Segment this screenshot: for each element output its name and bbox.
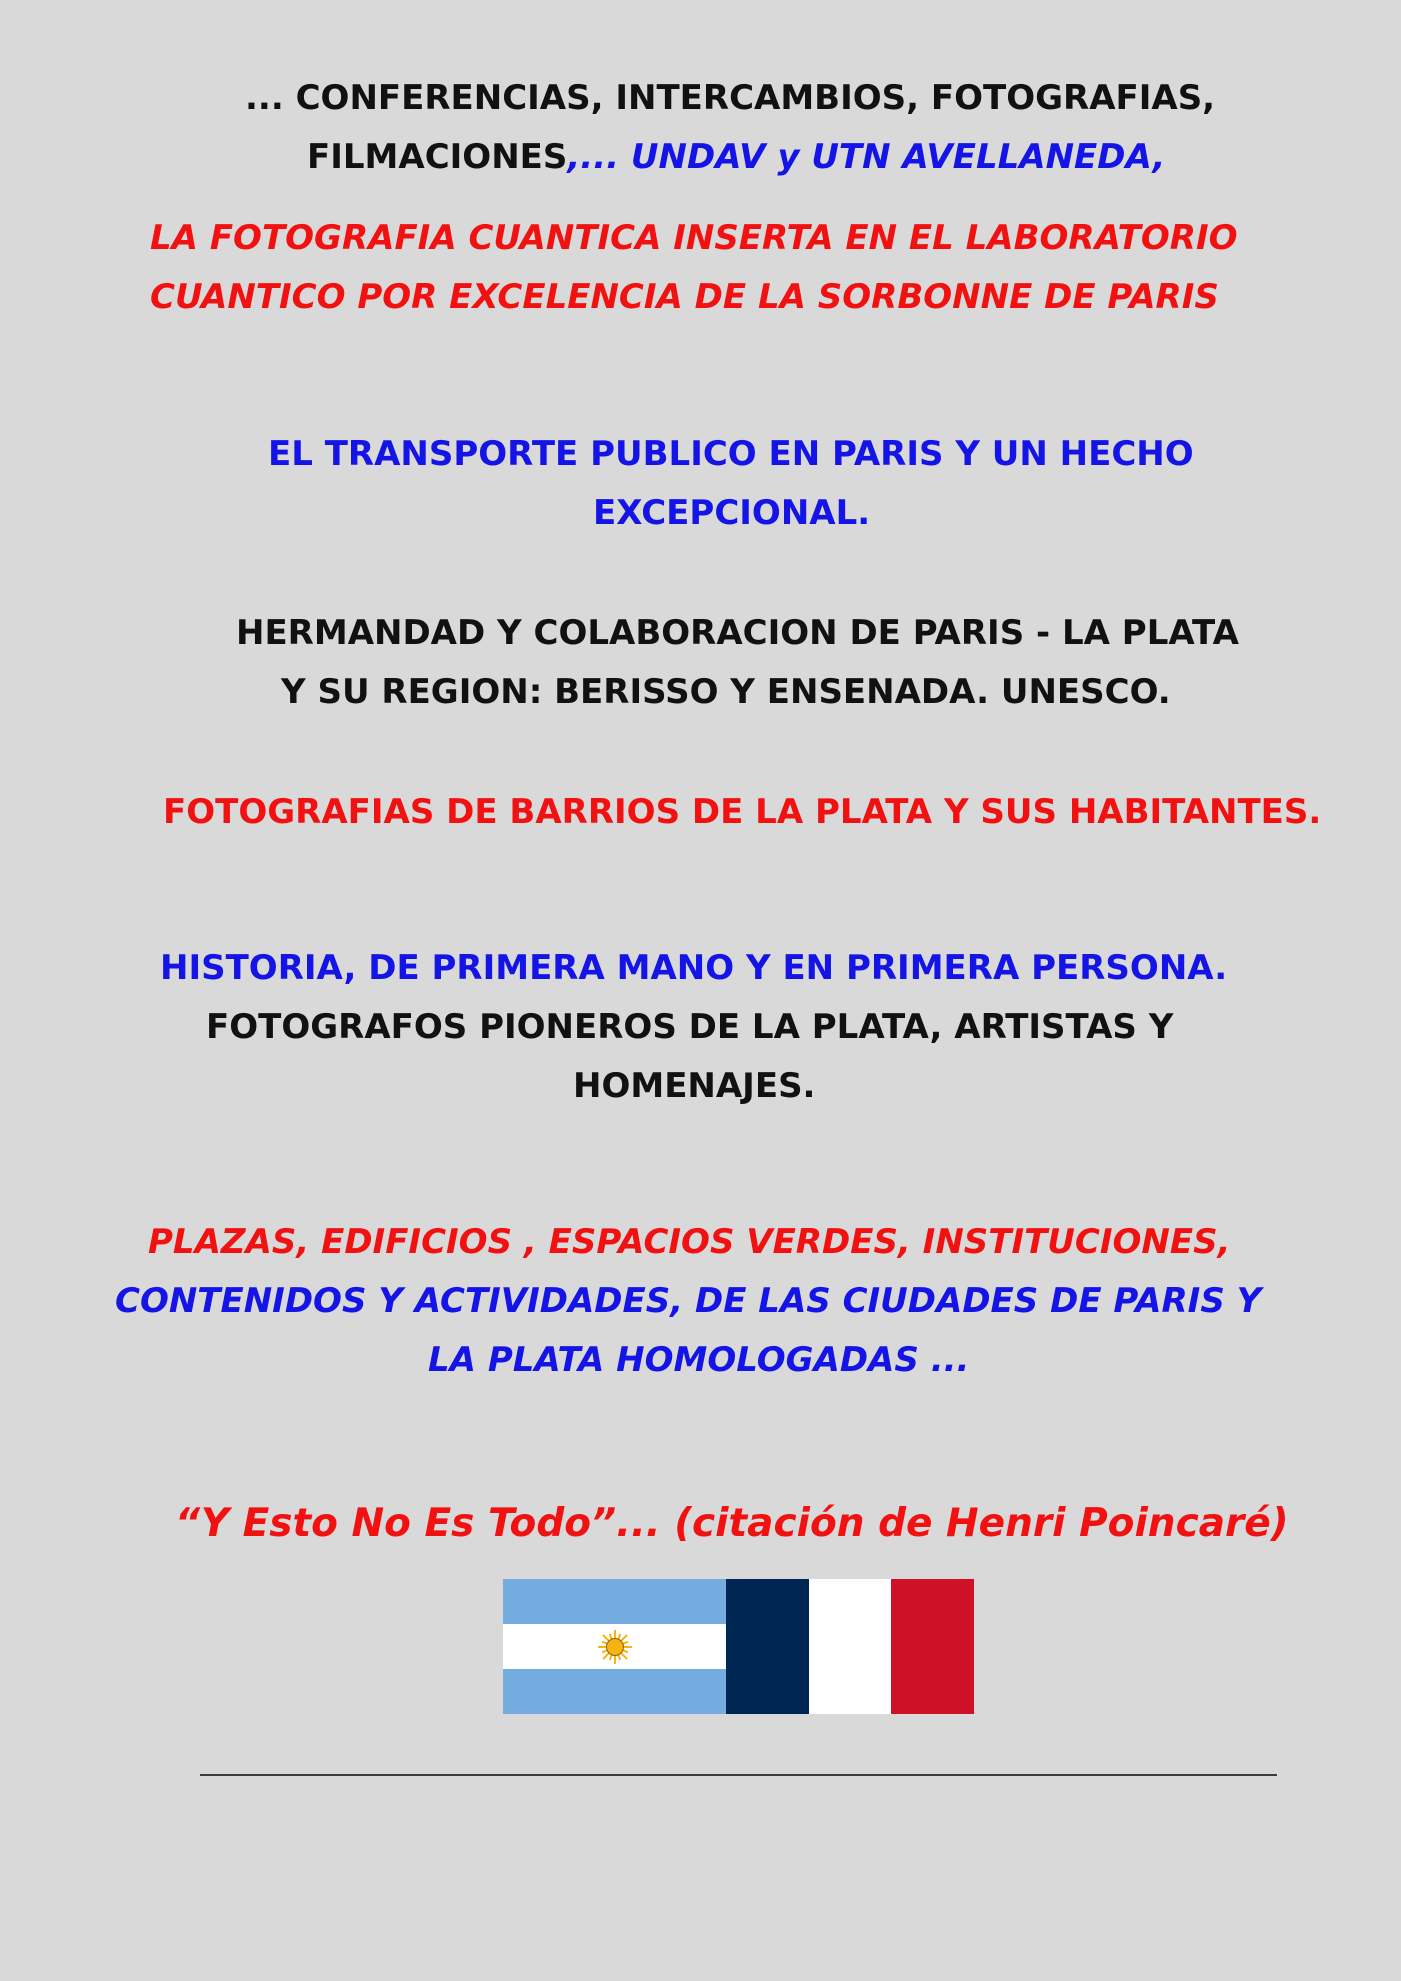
header-line-2 [307,137,1165,177]
poincare-quote: “Y Esto No Es Todo”... (citación de Henri Poincaré) [175,1501,1289,1546]
sun-core [606,1638,623,1655]
france-flag-white-band [809,1579,892,1714]
quantum-line-1: LA FOTOGRAFIA CUANTICA INSERTA EN EL LABORATORIO [150,218,1238,258]
argentina-flag-bottom-band [503,1669,726,1714]
header-filmaciones: FILMACIONES [307,137,568,177]
france-flag-icon [726,1579,974,1714]
header-line-1: ... CONFERENCIAS, INTERCAMBIOS, FOTOGRAFIAS, [245,78,1216,118]
france-flag-red-band [891,1579,974,1714]
neighborhoods-line-1: FOTOGRAFIAS DE BARRIOS DE LA PLATA Y SUS HABITANTES. [163,792,1322,832]
sun-ray [620,1652,626,1658]
horizontal-rule [200,1774,1277,1776]
history-line-3: HOMENAJES. [573,1066,816,1106]
brotherhood-line-1: HERMANDAD Y COLABORACION DE PARIS - LA PLATA [236,613,1239,653]
header-universities: ,... UNDAV y UTN AVELLANEDA, [567,137,1166,177]
transport-line-2: EXCEPCIONAL. [593,493,871,533]
places-line-2: CONTENIDOS Y ACTIVIDADES, DE LAS CIUDADES DE PARIS Y [115,1281,1262,1321]
places-line-3: LA PLATA HOMOLOGADAS ... [428,1340,970,1380]
sun-of-may-icon [595,1627,635,1667]
sun-ray [620,1634,626,1640]
argentina-flag-middle-band [503,1624,726,1669]
sun-ray [602,1652,608,1658]
transport-line-1: EL TRANSPORTE PUBLICO EN PARIS Y UN HECHO [268,434,1194,474]
sun-ray [602,1634,608,1640]
history-line-1: HISTORIA, DE PRIMERA MANO Y EN PRIMERA PERSONA. [160,948,1228,988]
argentina-flag-top-band [503,1579,726,1624]
history-line-2: FOTOGRAFOS PIONEROS DE LA PLATA, ARTISTAS Y [206,1007,1174,1047]
quantum-line-2: CUANTICO POR EXCELENCIA DE LA SORBONNE DE PARIS [150,277,1219,317]
brotherhood-line-2: Y SU REGION: BERISSO Y ENSENADA. UNESCO. [281,672,1171,712]
places-line-1: PLAZAS, EDIFICIOS , ESPACIOS VERDES, INSTITUCIONES, [148,1222,1231,1262]
argentina-flag-icon [503,1579,726,1714]
france-flag-blue-band [726,1579,809,1714]
